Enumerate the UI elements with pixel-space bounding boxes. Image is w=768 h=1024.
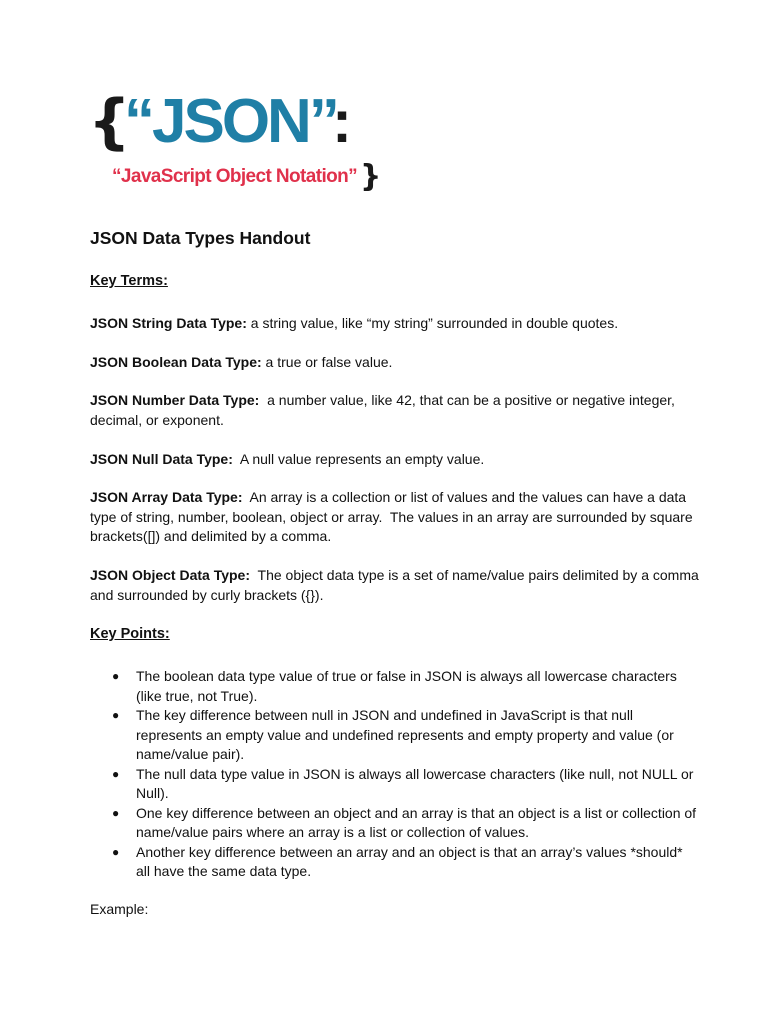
logo-open-brace: { <box>88 87 131 157</box>
list-item-text: Another key difference between an array and an object is that an array’s values *should* all have the same data type. <box>136 843 683 879</box>
term-description: a string value, like “my string” surrounded in double quotes. <box>246 315 619 331</box>
key-terms-heading: Key Terms: <box>90 273 168 289</box>
term-name: JSON String Data Type: <box>90 315 247 331</box>
list-item-text: One key difference between an object and an array is that an object is a list or collection of name/value pairs where an array is a list or collection of values. <box>136 804 697 840</box>
term-description: A null value represents an empty value. <box>232 451 485 467</box>
logo-close-brace: } <box>360 159 382 194</box>
term-name: JSON Object Data Type: <box>90 567 251 583</box>
term-name: JSON Number Data Type: <box>90 392 260 408</box>
logo-colon: : <box>332 88 352 155</box>
term-name: JSON Null Data Type: <box>90 451 233 467</box>
term-description: The object data type is a set of name/value pairs delimited by a comma and surrounded by curly brackets ({}). <box>90 567 703 603</box>
term-description: a true or false value. <box>261 354 393 370</box>
logo-json-word: “JSON” <box>124 87 337 156</box>
example-label: Example: <box>90 901 149 917</box>
list-item-text: The null data type value in JSON is always all lowercase characters (like null, not NULL or Null). <box>136 765 694 801</box>
key-points-heading: Key Points: <box>90 626 170 642</box>
term-description: An array is a collection or list of values and the values can have a data type of string, number, boolean, object or array. The values in an array are surrounded by square brackets([]) and delimited by a comma. <box>90 489 697 544</box>
term-null <box>90 450 700 470</box>
list-item <box>90 804 700 843</box>
bullet-icon: ● <box>112 766 120 781</box>
term-name: JSON Array Data Type: <box>90 489 243 505</box>
term-array <box>90 488 700 547</box>
logo-subtitle: “JavaScript Object Notation” <box>112 166 358 187</box>
term-string <box>90 314 700 334</box>
bullet-icon: ● <box>112 844 120 859</box>
list-item <box>90 843 700 882</box>
term-number <box>90 391 700 430</box>
bullet-icon: ● <box>112 669 120 683</box>
list-item <box>90 667 700 706</box>
list-item-text: The key difference between null in JSON and undefined in JavaScript is that null represents an empty value and undefined represents and empty property and value (or name/value pair). <box>136 707 674 762</box>
term-name: JSON Boolean Data Type: <box>90 354 262 370</box>
key-points-list <box>90 667 700 882</box>
bullet-icon: ● <box>112 805 120 820</box>
list-item <box>90 706 700 765</box>
term-boolean <box>90 353 700 373</box>
bullet-icon: ● <box>112 708 120 722</box>
list-item <box>90 765 700 804</box>
term-object <box>90 566 703 605</box>
term-description: a number value, like 42, that can be a positive or negative integer, decimal, or exponent. <box>90 392 679 428</box>
document-title: JSON Data Types Handout <box>90 228 311 248</box>
list-item-text: The boolean data type value of true or false in JSON is always all lowercase characters (like true, not True). <box>136 668 677 704</box>
json-logo <box>88 84 388 204</box>
